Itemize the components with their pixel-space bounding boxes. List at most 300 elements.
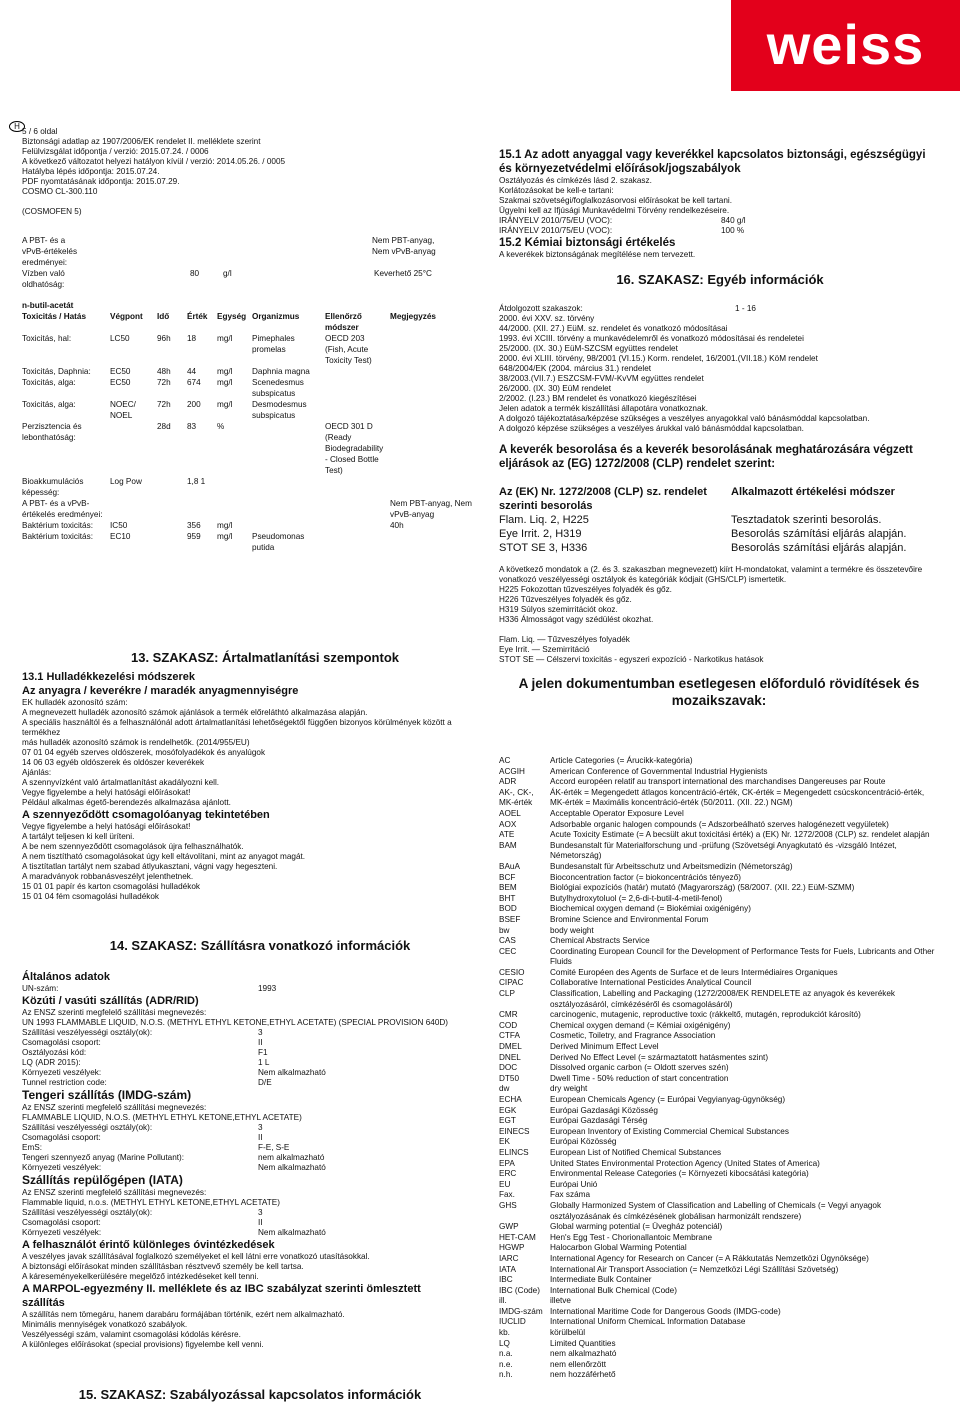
cell: [323, 520, 388, 531]
kv-row: [22, 1153, 452, 1163]
cell: %: [217, 422, 225, 431]
cell: [250, 498, 323, 520]
clp-header: Alkalmazott értékelési módszer: [731, 486, 895, 498]
abbreviation-code: CESIO: [499, 967, 525, 977]
abbreviation-code: IATA: [499, 1264, 516, 1274]
abbreviation-row: [499, 1031, 939, 1042]
abbreviation-code: BAM: [499, 840, 517, 850]
abbreviation-row: [499, 777, 939, 788]
abbreviation-row: [499, 926, 939, 937]
kv-key: Csomagolási csoport:: [22, 1133, 101, 1142]
abbreviation-code: CEC: [499, 946, 517, 956]
cell: mg/l: [217, 367, 233, 376]
abbreviation-row: [499, 1127, 939, 1138]
line: Eye Irrit. — Szemirritáció: [499, 645, 590, 654]
abbreviation-row: [499, 947, 939, 968]
abbreviation-code: ERC: [499, 1169, 517, 1179]
abbreviation-definition: International Maritime Code for Dangerous Goods (IMDG-code): [550, 1306, 781, 1316]
section-14-title: 14. SZAKASZ: Szállításra vonatkozó információk: [80, 938, 440, 954]
subsection-13-1: 13.1 Hulladékkezelési módszerek: [22, 671, 196, 683]
abbreviation-code: HGWP: [499, 1243, 525, 1253]
abbreviation-row: [499, 1074, 939, 1085]
kv-key: Környezeti veszélyek:: [22, 1068, 102, 1077]
abbreviation-definition: nem ellenőrzött: [550, 1359, 606, 1369]
kv-row: [22, 1228, 452, 1238]
abbreviation-code: CMR: [499, 1010, 518, 1020]
abbreviation-code: IBC (Code): [499, 1285, 540, 1295]
abbreviation-code: GWP: [499, 1222, 519, 1232]
kv-value: D/E: [258, 1078, 272, 1087]
abbreviation-row: [499, 1084, 939, 1095]
abbreviation-row: [499, 1275, 939, 1286]
kv-value: 840 g/l: [721, 216, 746, 225]
cell: Besorolás számítási eljárás alapján.: [731, 528, 907, 540]
abbreviation-definition: International Air Transport Association (= Nemzetközi Légi Szállítási Szövetség): [550, 1264, 839, 1274]
col-header: Toxicitás / Hatás: [22, 312, 87, 321]
cell: EC10: [110, 532, 131, 541]
cell: Baktérium toxicitás:: [22, 521, 93, 530]
cell: [108, 421, 155, 476]
abbreviation-definition: Dissolved organic carbon (= Oldott szerves szén): [550, 1063, 729, 1073]
kv-value: Nem alkalmazható: [258, 1163, 326, 1172]
abbreviation-definition: nem alkalmazható: [550, 1349, 617, 1359]
abbreviation-code: BOD: [499, 904, 517, 914]
abbreviation-row: [499, 809, 939, 820]
general-heading: Általános adatok: [22, 971, 111, 983]
line: H225 Fokozottan tűzveszélyes folyadék és gőz.: [499, 585, 672, 594]
cell: 200: [187, 400, 201, 409]
user-precautions-heading: A felhasználót érintő különleges óvintézkedések: [22, 1239, 275, 1251]
section-15-content: [499, 148, 939, 260]
abbreviation-code: IMDG-szám: [499, 1306, 543, 1316]
kv-value: Nem alkalmazható: [258, 1068, 326, 1077]
abbreviation-row: [499, 862, 939, 873]
kv-value: 1 - 16: [735, 304, 756, 313]
cell: 44: [187, 367, 197, 376]
table-row: [20, 333, 475, 366]
kv-key: IRÁNYELV 2010/75/EU (VOC):: [499, 226, 613, 235]
abbreviation-code: CAS: [499, 936, 516, 946]
abbreviation-row: [499, 1053, 939, 1064]
abbreviation-definition: Global warming potential (= Üvegház potenciál): [550, 1222, 723, 1232]
abbreviation-code: AOEL: [499, 808, 521, 818]
line: 648/2004/EK (2004. március 31.) rendelet: [499, 364, 652, 373]
line: STOT SE — Célszervi toxicitás - egyszeri expozíció - Narkotikus hatások: [499, 655, 764, 664]
kv-value: 3: [258, 1028, 263, 1037]
header-line: Biztonsági adatlap az 1907/2006/EK rendelet II. melléklete szerint: [22, 137, 261, 146]
line: H319 Súlyos szemirritációt okoz.: [499, 605, 618, 614]
abbreviation-code: BHT: [499, 893, 516, 903]
abbreviation-row: [499, 1328, 939, 1339]
cell: 72h: [157, 400, 171, 409]
page-number: 5 / 6 oldal: [22, 127, 58, 136]
abbreviation-code: GHS: [499, 1200, 517, 1210]
abbreviation-row: [499, 788, 939, 809]
abbreviation-definition: Limited Quantities: [550, 1338, 616, 1348]
line: A biztonsági előírásokat minden szállításban résztvevő személy be kell tartsa.: [22, 1262, 304, 1271]
abbreviation-row: [499, 936, 939, 947]
header-line: Felülvizsgálat időpontja / verzió: 2015.07.24. / 0006: [22, 147, 209, 156]
cell: [323, 377, 388, 399]
line: A szállítás nem tömegáru, hanem darabáru formájában történik, ezért nem alkalmazható.: [22, 1310, 345, 1319]
kv-value: F-E, S-E: [258, 1143, 290, 1152]
abbreviation-definition: Európai Gazdasági Térség: [550, 1116, 648, 1126]
abbreviation-row: [499, 1169, 939, 1180]
kv-row: [22, 1078, 452, 1088]
abbreviation-code: EPA: [499, 1158, 515, 1168]
abbreviation-row: [499, 915, 939, 926]
abbreviation-code: AC: [499, 756, 511, 765]
kv-row: [22, 1123, 452, 1133]
abbreviation-row: [499, 1286, 939, 1297]
abbreviation-code: LQ: [499, 1338, 510, 1348]
abbreviation-definition: Dwell Time - 50% reduction of start concentration: [550, 1073, 729, 1083]
section-13: [22, 670, 452, 902]
kv-key: Szállítási veszélyességi osztály(ok):: [22, 1123, 153, 1132]
table-row: [20, 476, 475, 498]
kv-key: Csomagolási csoport:: [22, 1218, 101, 1227]
cell: mg/l: [217, 521, 233, 530]
abbreviation-code: DOC: [499, 1063, 518, 1073]
kv-row: [22, 1058, 452, 1068]
line: A keverékek biztonságának megítélése nem tervezett.: [499, 250, 696, 259]
cell: Toxicitás, alga:: [22, 378, 76, 387]
line: A szennyvízként való ártalmatlanítást akadályozni kell.: [22, 778, 220, 787]
abbreviation-code: IBC: [499, 1275, 513, 1285]
kv-key: Szállítási veszélyességi osztály(ok):: [22, 1208, 153, 1217]
abbreviation-row: [499, 1317, 939, 1328]
cell: [323, 498, 388, 520]
abbreviation-row: [499, 1010, 939, 1021]
abbreviation-code: ECHA: [499, 1095, 522, 1104]
abbreviation-row: [499, 1265, 939, 1276]
clp-heading: A keverék besorolása és a keverék besorolásának meghatározására végzett eljárások az (EG) 1272/2008 (CLP) rendelet szerint:: [499, 444, 913, 470]
cell: Toxicitás, Daphnia:: [22, 367, 91, 376]
cell: [388, 399, 475, 421]
kv-value: 100 %: [721, 226, 745, 235]
abbreviation-definition: Bioconcentration factor (= biokoncentrációs tényező): [550, 872, 741, 882]
abbreviation-definition: Európai Közösség: [550, 1137, 617, 1147]
line: 1993. évi XCIII. törvény a munkavédelemről és vonatkozó módosításai és rendeletei: [499, 334, 804, 343]
table-row: [499, 527, 937, 541]
abbreviation-code: bw: [499, 925, 510, 935]
kv-value: 3: [258, 1208, 263, 1217]
cell: 356: [187, 521, 201, 530]
abbreviation-code: n.e.: [499, 1359, 513, 1369]
abbreviation-code: dw: [499, 1084, 510, 1094]
cell: Pimephales promelas: [252, 334, 295, 354]
abbreviation-definition: Bromine Science and Environmental Forum: [550, 914, 709, 924]
cell: Tesztadatok szerinti besorolás.: [731, 514, 882, 526]
cell: [185, 498, 215, 520]
abbreviation-definition: International Bulk Chemical (Code): [550, 1285, 677, 1295]
line: Ajánlás:: [22, 768, 52, 777]
table-row: [20, 377, 475, 399]
line: Osztályozás és címkézés lásd 2. szakasz.: [499, 176, 652, 185]
cell: mg/l: [217, 334, 233, 343]
cell: [155, 476, 185, 498]
abbreviation-row: [499, 767, 939, 778]
abbreviation-definition: United States Environmental Protection Agency (United States of America): [550, 1158, 820, 1168]
cell: 83: [187, 422, 197, 431]
line: Korlátozásokat be kell-e tartani:: [499, 186, 614, 195]
abbreviation-code: BSEF: [499, 914, 521, 924]
abbreviation-row: [499, 1222, 939, 1233]
kv-row: [22, 1038, 452, 1048]
abbreviation-code: EGT: [499, 1116, 516, 1126]
product-name: (COSMOFEN 5): [22, 207, 82, 216]
abbreviation-definition: Hen's Egg Test - Chorionallantoic Membrane: [550, 1232, 713, 1242]
kv-key: IRÁNYELV 2010/75/EU (VOC):: [499, 216, 613, 225]
table-row: [499, 541, 937, 555]
abbreviation-definition: Classification, Labelling and Packaging (1272/2008/EK RENDELETE az anyagok és keverékek osztályozásáról, címkézéséről és csomagolásáról): [550, 989, 895, 1009]
abbreviation-definition: Collaborative International Pesticides Analytical Council: [550, 978, 752, 988]
cell: Toxicitás, hal:: [22, 334, 72, 343]
cell: [388, 531, 475, 553]
col-header: Érték: [187, 312, 208, 321]
abbreviation-row: [499, 1063, 939, 1074]
col-header: Egység: [217, 312, 247, 321]
cell: 48h: [157, 367, 171, 376]
abbreviation-definition: Derived No Effect Level (= származtatott hatásmentes szint): [550, 1052, 769, 1062]
abbreviation-row: [499, 841, 939, 862]
kv-row: [22, 1163, 452, 1173]
line: A be nem szennyeződött csomagolások újra felhasználhatók.: [22, 842, 244, 851]
line: FLAMMABLE LIQUID, N.O.S. (METHYL ETHYL KETONE,ETHYL ACETATE): [22, 1113, 302, 1122]
line: Például alkalmas égető-berendezés alkalmazása ajánlott.: [22, 798, 231, 807]
cell: [323, 399, 388, 421]
header-line: Hatályba lépés időpontja: 2015.07.24.: [22, 167, 160, 176]
abbreviation-definition: ÁK-érték = Megengedett átlagos koncentráció-érték, CK-érték = Megengedett csúcskoncentráció-érték, MK-érték = Maximális koncentráció-érték (50/2011. (XII. 22.) NGM): [550, 787, 925, 808]
document-header: [22, 127, 442, 217]
abbreviation-row: [499, 1190, 939, 1201]
cell: [250, 476, 323, 498]
pbt-top-block: [22, 236, 472, 291]
cell: [323, 476, 388, 498]
abbreviation-definition: Chemical Abstracts Service: [550, 936, 650, 946]
line: 38/2003.(VII.7.) ESZCSM-FVM/-KvVM együttes rendelet: [499, 374, 704, 383]
abbreviation-definition: International Agency for Research on Cancer (= A Rákkutatás Nemzetközi Ügynöksége): [550, 1253, 869, 1263]
line: EK hulladék azonosító szám:: [22, 698, 128, 707]
abbreviation-definition: Globally Harmonized System of Classification and Labelling of Chemicals (= Vegyi anyagok osztályozásának és címkézésének globálisan harmonizált rendszere): [550, 1200, 882, 1221]
section-16-content: [499, 304, 939, 709]
abbreviation-definition: carcinogenic, mutagenic, reproductive toxic (rákkeltő, mutagén, reprodukciót károsító): [550, 1010, 861, 1020]
abbreviation-definition: Biochemical oxygen demand (= Biokémiai oxigénigény): [550, 904, 751, 914]
kv-key: Osztályozási kód:: [22, 1048, 87, 1057]
cell: 40h: [390, 521, 404, 530]
abbreviation-definition: American Conference of Governmental Industrial Hygienists: [550, 766, 768, 776]
abbreviation-code: BEM: [499, 883, 517, 893]
abbreviation-row: [499, 968, 939, 979]
cell: Eye Irrit. 2, H319: [499, 528, 582, 540]
cell: 72h: [157, 378, 171, 387]
table-row: [20, 366, 475, 377]
abbreviation-code: COD: [499, 1020, 518, 1030]
abbreviation-code: DNEL: [499, 1052, 521, 1062]
abbreviation-row: [499, 1180, 939, 1191]
un-number-row: [22, 984, 452, 994]
cell: [388, 421, 475, 476]
section-13-title: 13. SZAKASZ: Ártalmatlanítási szempontok: [100, 650, 430, 666]
cell: NOEC/ NOEL: [110, 400, 136, 420]
line: Jelen adatok a termék kiszállítási állapotára vonatkoznak.: [499, 404, 708, 413]
abbreviation-code: HET-CAM: [499, 1232, 536, 1242]
road-heading: Közúti / vasúti szállítás (ADR/RID): [22, 995, 199, 1007]
line: A megnevezett hulladék azonosító számok ajánlások a termék előreláthtó alkalmazása alapján.: [22, 708, 368, 717]
abbreviation-code: ADR: [499, 777, 517, 787]
abbreviation-definition: Adsorbable organic halogen compounds (= Adszorbeálható szerves halogénezett vegyületek): [550, 819, 889, 829]
ecotoxicity-table: [20, 300, 475, 553]
cell: [250, 520, 323, 531]
section-15-title: 15. SZAKASZ: Szabályozással kapcsolatos információk: [50, 1387, 450, 1403]
header-line: A következő változatot helyezi hatályon kívül / verzió: 2014.05.26. / 0005: [22, 157, 286, 166]
line: A dolgozó képzése szükséges a veszélyes árukkal való bánásmóddal kapcsolatban.: [499, 424, 804, 433]
water-value: 80: [190, 269, 200, 278]
line: A tartályt teljesen ki kell üríteni.: [22, 832, 135, 841]
cell: OECD 301 D (Ready Biodegradability - Closed Bottle Test): [325, 422, 384, 475]
line: más hulladék azonosító számok is rendelhetők. (2014/955/EU): [22, 738, 250, 747]
abbreviation-definition: Coordinating European Council for the Development of Performance Tests for Fuels, Lubricants and Other Fluids: [550, 946, 935, 967]
subsection-heading: A szennyeződött csomagolóanyag tekintetében: [22, 809, 270, 821]
kv-value: F1: [258, 1048, 268, 1057]
abbreviation-definition: Cosmetic, Toiletry, and Fragrance Association: [550, 1031, 716, 1041]
kv-value: II: [258, 1038, 263, 1047]
abbreviation-code: Fax.: [499, 1190, 515, 1200]
kv-value: 3: [258, 1123, 263, 1132]
cell: 959: [187, 532, 201, 541]
line: H336 Álmosságot vagy szédülést okozhat.: [499, 615, 654, 624]
abbreviation-definition: Butylhydroxytoluol (= 2,6-di-t-butil-4-metil-fenol): [550, 893, 723, 903]
line: A nem tisztítható csomagolásokat úgy kell eltávolítani, mint az anyagot magát.: [22, 852, 306, 861]
cell: mg/l: [217, 400, 233, 409]
abbreviation-row: [499, 1254, 939, 1265]
line: A maradványok robbanásveszélyt jelenthetnek.: [22, 872, 194, 881]
abbreviations-heading: A jelen dokumentumban esetlegesen előforduló rövidítések és mozaikszavak:: [518, 676, 920, 708]
cell: [155, 498, 185, 520]
line: Veszélyességi szám, valamint csomagolási kódolás kérésre.: [22, 1330, 241, 1339]
abbreviation-code: ATE: [499, 830, 515, 840]
line: Minimális mennyiségek vonatkozó szabályok.: [22, 1320, 188, 1329]
line: 44/2000. (XII. 27.) EüM. sz. rendelet és vonatkozó módosításai: [499, 324, 728, 333]
abbreviation-definition: European List of Notified Chemical Substances: [550, 1147, 722, 1157]
abbreviation-row: [499, 756, 939, 767]
abbreviation-row: [499, 904, 939, 915]
abbreviation-row: [499, 1307, 939, 1318]
line: H226 Tűzveszélyes folyadék és gőz.: [499, 595, 632, 604]
abbreviation-code: DT50: [499, 1073, 520, 1083]
abbreviation-definition: nem hozzáférhető: [550, 1370, 616, 1380]
abbreviation-code: EGK: [499, 1105, 517, 1115]
line: 2/2002. (I.23.) BM rendelet és vonatkozó kiegészítései: [499, 394, 697, 403]
cell: 674: [187, 378, 201, 387]
abbreviation-definition: Európai Gazdasági Közösség: [550, 1105, 658, 1115]
abbreviation-code: AOX: [499, 819, 517, 829]
table-row: [499, 513, 937, 527]
cell: Bioakkumulációs képesség:: [22, 477, 84, 497]
abbreviation-code: BAuA: [499, 861, 520, 871]
cell: [388, 377, 475, 399]
abbreviation-definition: dry weight: [550, 1084, 588, 1094]
abbreviation-definition: Bundesanstalt für Materialforschung und -prüfung (Szövetségi Anyagkutató és -vizsgáló Intézet, Németország): [550, 840, 897, 861]
kv-row: [22, 1068, 452, 1078]
pbt-label: eredményei:: [22, 258, 68, 267]
line: 07 01 04 egyéb szerves oldószerek, mosófolyadékok és anyalúgok: [22, 748, 266, 757]
abbreviation-definition: Halocarbon Global Warming Potential: [550, 1243, 687, 1253]
abbreviation-row: [499, 894, 939, 905]
language-mark: H: [9, 121, 25, 132]
section-14: [22, 970, 452, 1350]
line: 25/2000. (IX. 30.) EüM-SZCSM együttes rendelet: [499, 344, 678, 353]
abbreviation-code: ill.: [499, 1296, 507, 1306]
cell: [323, 366, 388, 377]
line: Flammable liquid, n.o.s. (METHYL ETHYL KETONE,ETHYL ACETATE): [22, 1198, 280, 1207]
water-label: oldhatóság:: [22, 280, 65, 289]
abbreviation-row: [499, 1021, 939, 1032]
line: UN 1993 FLAMMABLE LIQUID, N.O.S. (METHYL ETHYL KETONE,ETHYL ACETATE) (SPECIAL PROVISION 640D): [22, 1018, 449, 1027]
table-row: [20, 399, 475, 421]
abbreviation-code: n.h.: [499, 1370, 513, 1380]
abbreviation-definition: illetve: [550, 1296, 571, 1306]
cell: A PBT- és a vPvB-értékelés eredményei:: [22, 499, 103, 519]
kv-key: Szállítási veszélyességi osztály(ok):: [22, 1028, 153, 1037]
cell: IC50: [110, 521, 128, 530]
cell: Daphnia magna: [252, 367, 310, 376]
cell: mg/l: [217, 378, 233, 387]
cell: Log Pow: [110, 477, 142, 486]
cell: [388, 476, 475, 498]
abbreviation-definition: International Uniform ChemicaL Information Database: [550, 1317, 746, 1327]
kv-key: Átdolgozott szakaszok:: [499, 304, 583, 313]
cell: 18: [187, 334, 197, 343]
kv-value: II: [258, 1218, 263, 1227]
cell: Desmodesmus subspicatus: [252, 400, 307, 420]
kv-key: EmS:: [22, 1143, 43, 1152]
pbt-label: A PBT- és a: [22, 236, 66, 245]
cell: [155, 520, 185, 531]
kv-key: Tengeri szennyező anyag (Marine Pollutant):: [22, 1153, 185, 1162]
kv-key: Környezeti veszélyek:: [22, 1163, 102, 1172]
table-row: [20, 498, 475, 520]
kv-key: LQ (ADR 2015):: [22, 1058, 81, 1067]
line: Flam. Liq. — Tűzveszélyes folyadék: [499, 635, 630, 644]
pbt-result: Nem vPvB-anyag: [372, 247, 436, 256]
abbreviation-row: [499, 1339, 939, 1350]
cell: Toxicitás, alga:: [22, 400, 76, 409]
abbreviation-row: [499, 1042, 939, 1053]
col-header: Megjegyzés: [390, 312, 436, 321]
table-row: [20, 421, 475, 476]
abbreviation-definition: Comité Européen des Agents de Surface et de leurs Intermédiaires Organiques: [550, 967, 838, 977]
abbreviation-row: [499, 1243, 939, 1254]
clp-classification-table: [499, 485, 937, 555]
abbreviation-code: ACGIH: [499, 766, 525, 776]
section-16-title: 16. SZAKASZ: Egyéb információk: [540, 272, 900, 288]
table-row: [20, 520, 475, 531]
abbreviation-code: CTFA: [499, 1031, 520, 1041]
voc-row: [499, 216, 939, 226]
line: 2000. évi XXV. sz. törvény: [499, 314, 595, 323]
marpol-heading: A MARPOL-egyezmény II. melléklete és az IBC szabályzat szerinti ömlesztett szállítás: [22, 1283, 421, 1309]
line: A tisztítatlan tartályt nem szabad átlyukasztani, vágni vagy hegeszteni.: [22, 862, 278, 871]
abbreviation-code: n.a.: [499, 1349, 513, 1359]
line: Az ENSZ szerinti megfelelő szállítási megnevezés:: [22, 1103, 207, 1112]
abbreviations-list: [499, 756, 939, 1381]
cell: [250, 421, 323, 476]
line: Az ENSZ szerinti megfelelő szállítási megnevezés:: [22, 1008, 207, 1017]
line: A dolgozó tájékoztatása/képzése szükséges a veszélyes anyagokkal való bánásmóddal kapcsolatban.: [499, 414, 870, 423]
subsection-15-2: 15.2 Kémiai biztonsági értékelés: [499, 237, 676, 249]
product-code: COSMO CL-300.110: [22, 187, 98, 196]
